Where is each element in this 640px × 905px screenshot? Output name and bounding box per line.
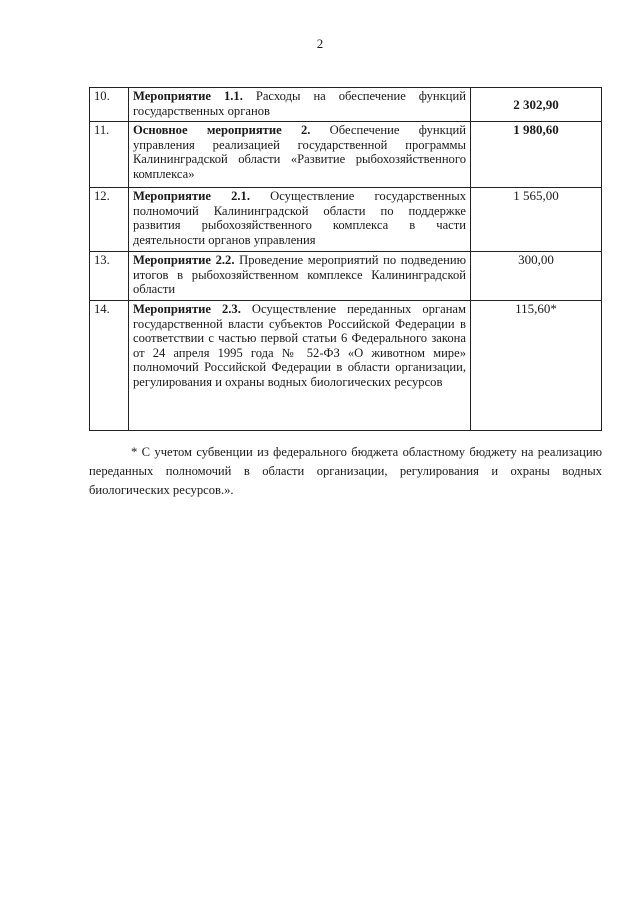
row-label: Мероприятие 2.2. [133, 253, 235, 267]
row-amount: 1 980,60 [471, 122, 602, 188]
row-text: Осуществление государственных полномочий Калининградской области по поддержке развития рыбохозяйственного комплекса в части деятельности органов управления [133, 189, 467, 247]
footnote: * С учетом субвенции из федерального бюджета областному бюджету на реализацию переданных полномочий в области организации, регулирования и охраны водных биологических ресурсов.». [89, 445, 602, 497]
row-description [129, 122, 471, 188]
row-amount: 300,00 [471, 252, 602, 301]
row-description [129, 301, 471, 431]
budget-table [89, 87, 602, 431]
row-amount: 2 302,90 [471, 88, 602, 122]
row-number: 11. [90, 122, 129, 188]
row-text: Обеспечение функций управления реализацией государственной программы Калининградской области «Развитие рыбохозяйственного комплекса» [133, 123, 466, 181]
row-number: 12. [90, 188, 129, 252]
table-row [90, 301, 602, 431]
row-amount: 1 565,00 [471, 188, 602, 252]
row-number: 10. [90, 88, 129, 122]
table-row [90, 188, 602, 252]
row-number: 13. [90, 252, 129, 301]
row-amount: 115,60* [471, 301, 602, 431]
row-label: Мероприятие 2.1. [133, 189, 251, 203]
page-number: 2 [316, 36, 324, 51]
row-text: Осуществление переданных органам государственной власти субъектов Российской Федерации в соответствии с частью первой статьи 6 Федерального закона от 24 апреля 1995 года № 52-ФЗ «О животном мире» полномочий Российской Федерации в области организации, регулирования и охраны водных биологических ресурсов [133, 302, 466, 389]
row-text: Проведение мероприятий по подведению итогов в рыбохозяйственном комплексе Калининградской области [133, 253, 466, 297]
row-description [129, 188, 471, 252]
row-label: Основное мероприятие 2. [133, 123, 311, 137]
table-row [90, 122, 602, 188]
row-label: Мероприятие 1.1. [133, 89, 243, 103]
row-text: Расходы на обеспечение функций государственных органов [133, 89, 466, 118]
row-description [129, 88, 471, 122]
row-label: Мероприятие 2.3. [133, 302, 241, 316]
table-row [90, 252, 602, 301]
row-number: 14. [90, 301, 129, 431]
table-row [90, 88, 602, 122]
row-description [129, 252, 471, 301]
